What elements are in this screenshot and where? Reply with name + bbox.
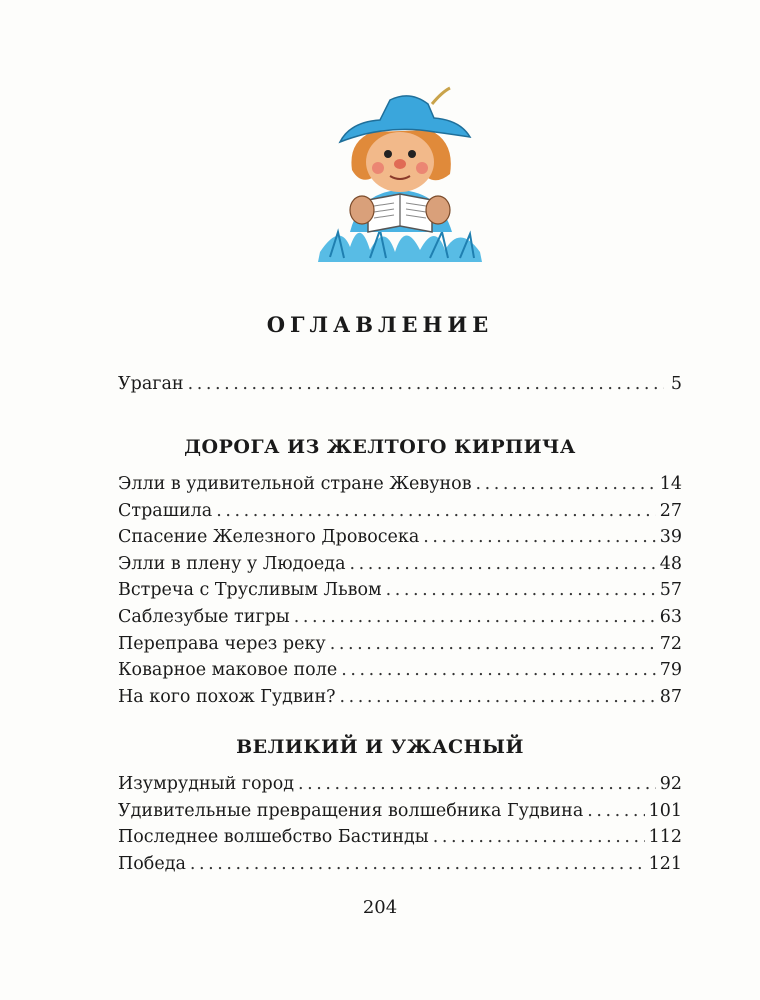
toc-intro-list bbox=[118, 374, 682, 401]
toc-entry bbox=[118, 580, 682, 607]
toc-entry bbox=[118, 501, 682, 528]
toc-entry bbox=[118, 660, 682, 687]
toc-entry-title: Саблезубые тигры bbox=[118, 606, 290, 627]
toc-entry-page: 72 bbox=[659, 633, 682, 654]
toc-title: ОГЛАВЛЕНИЕ bbox=[266, 312, 494, 337]
toc-section-list bbox=[118, 474, 682, 713]
toc-entry-title: Спасение Железного Дровосека bbox=[118, 527, 420, 548]
toc-entry bbox=[118, 374, 682, 401]
toc-entry bbox=[118, 801, 682, 828]
toc-entry-page: 92 bbox=[659, 774, 682, 794]
toc-section-list bbox=[118, 774, 682, 880]
toc-entry-title: Коварное маковое поле bbox=[118, 660, 338, 681]
toc-entry-page: 101 bbox=[648, 800, 682, 821]
toc-entry bbox=[118, 687, 682, 714]
dot-leader bbox=[340, 687, 656, 707]
dot-leader bbox=[587, 801, 644, 821]
dot-leader bbox=[350, 554, 656, 574]
section-heading: ВЕЛИКИЙ И УЖАСНЫЙ bbox=[236, 736, 524, 758]
dot-leader bbox=[298, 774, 656, 794]
toc-entry-title: Встреча с Трусливым Львом bbox=[118, 580, 382, 601]
toc-entry-page: 112 bbox=[648, 827, 682, 848]
dot-leader bbox=[386, 580, 656, 600]
toc-entry-page: 39 bbox=[659, 527, 682, 548]
toc-entry-page: 79 bbox=[659, 660, 682, 681]
dot-leader bbox=[341, 660, 656, 680]
toc-entry-title: Переправа через реку bbox=[118, 633, 326, 654]
toc-entry bbox=[118, 634, 682, 661]
dot-leader bbox=[330, 634, 656, 654]
dot-leader bbox=[216, 501, 656, 521]
toc-entry bbox=[118, 854, 682, 881]
toc-entry-title: Изумрудный город bbox=[118, 774, 295, 794]
toc-entry-page: 57 bbox=[659, 580, 682, 601]
dot-leader bbox=[190, 854, 645, 874]
toc-entry bbox=[118, 774, 682, 801]
toc-entry-title: Страшила bbox=[118, 500, 213, 521]
toc-entry bbox=[118, 827, 682, 854]
toc-entry bbox=[118, 607, 682, 634]
scarecrow-reading-illustration bbox=[310, 82, 490, 267]
toc-entry-title: Последнее волшебство Бастинды bbox=[118, 827, 429, 848]
toc-entry-page: 63 bbox=[659, 606, 682, 627]
toc-entry-page: 5 bbox=[670, 374, 682, 394]
toc-entry-title: Элли в плену у Людоеда bbox=[118, 553, 346, 574]
dot-leader bbox=[423, 527, 655, 547]
page-number: 204 bbox=[362, 897, 398, 918]
toc-entry bbox=[118, 554, 682, 581]
toc-entry-title: Удивительные превращения волшебника Гудвина bbox=[118, 800, 584, 821]
dot-leader bbox=[294, 607, 656, 627]
toc-entry-page: 27 bbox=[659, 500, 682, 521]
toc-entry bbox=[118, 474, 682, 501]
toc-entry-page: 48 bbox=[659, 553, 682, 574]
toc-entry-page: 121 bbox=[648, 853, 682, 874]
toc-entry-page: 87 bbox=[659, 686, 682, 707]
toc-entry-title: Ураган bbox=[118, 374, 184, 394]
section-heading: ДОРОГА ИЗ ЖЕЛТОГО КИРПИЧА bbox=[184, 436, 576, 458]
toc-entry-page: 14 bbox=[659, 474, 682, 494]
toc-entry-title: Победа bbox=[118, 853, 186, 874]
toc-entry-title: На кого похож Гудвин? bbox=[118, 686, 336, 707]
dot-leader bbox=[433, 827, 645, 847]
dot-leader bbox=[188, 374, 664, 394]
dot-leader bbox=[476, 474, 656, 494]
toc-entry-title: Элли в удивительной стране Жевунов bbox=[118, 474, 472, 494]
toc-entry bbox=[118, 527, 682, 554]
